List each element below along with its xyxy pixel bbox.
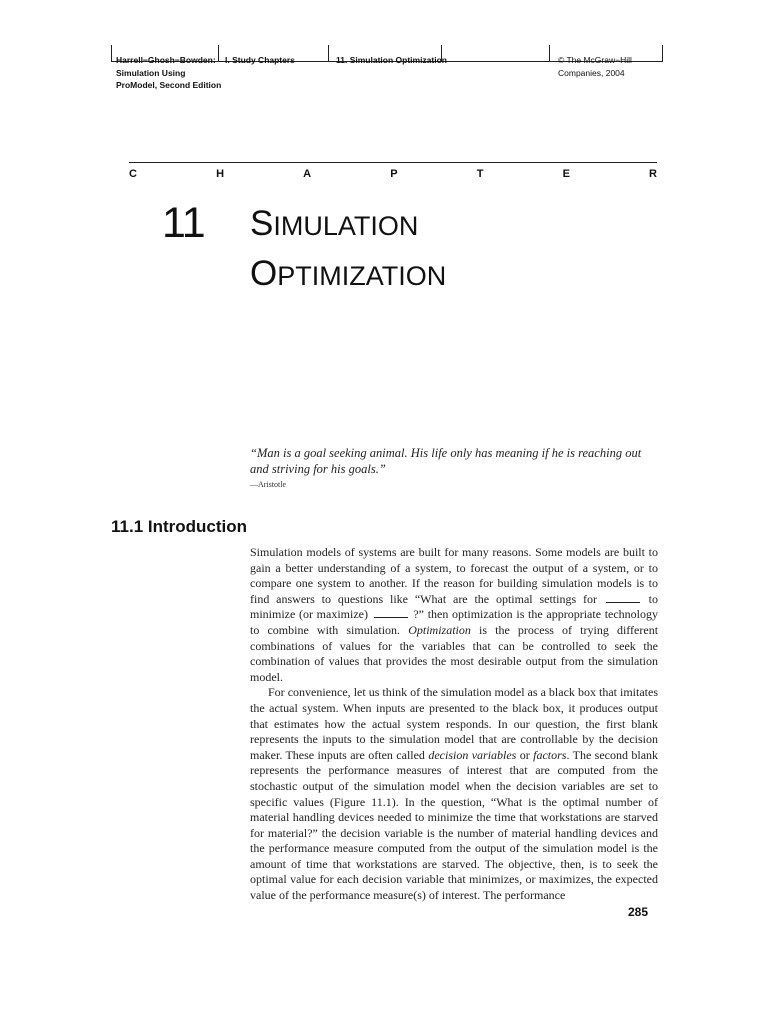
chapter-letter: H: [216, 168, 225, 180]
page-number: 285: [628, 905, 649, 919]
chapter-rule: [129, 162, 657, 163]
running-header: [111, 45, 663, 90]
paragraph: [250, 685, 658, 903]
text-run: to minimize (or maximize): [250, 591, 659, 622]
chapter-letter: A: [303, 168, 312, 180]
chapter-title-line: [250, 252, 446, 302]
header-authors-line: Simulation Using: [116, 67, 186, 78]
title-capital: O: [250, 254, 278, 293]
section-heading: 11.1 Introduction: [111, 517, 248, 536]
title-smallcaps: PTIMIZATION: [277, 261, 447, 291]
emphasis: decision variables: [428, 747, 517, 762]
paragraph: [250, 545, 658, 685]
title-capital: S: [250, 204, 274, 243]
emphasis: factors: [533, 747, 567, 762]
body-text: [250, 545, 658, 904]
text-run: For convenience, let us think of the simulation model as a black box that imitates the actual system. When inputs are presented to the black box, it produces output that estimates how the actual system responds. In our question, the first blank represents the inputs to the simulation model that are controllable by the decision maker. These inputs are often called: [250, 685, 658, 762]
text-run: ?” then optimization is the appropriate technology to combine with simulation.: [250, 607, 659, 637]
header-divider: [328, 45, 329, 61]
emphasis: Optimization: [408, 622, 471, 637]
header-authors: [116, 54, 221, 92]
header-divider: [549, 45, 550, 61]
text-run: Simulation models of systems are built for many reasons. Some models are built to gain a better understanding of a system, to forecast the output of a system, or to compare one system to another. If the reason for building simulation models is to find answers to questions like “What are the optimal settings for: [250, 545, 658, 606]
epigraph-attribution: —Aristotle: [250, 480, 286, 489]
fill-in-blank: [374, 608, 408, 618]
chapter-number: 11: [162, 199, 205, 247]
chapter-letter: R: [649, 168, 657, 180]
chapter-title: [250, 202, 446, 302]
header-authors-line: ProModel, Second Edition: [116, 80, 222, 90]
header-copyright-line: Companies, 2004: [558, 67, 625, 78]
header-chapter: 11. Simulation Optimization: [336, 55, 447, 65]
header-part: I. Study Chapters: [225, 55, 295, 65]
chapter-title-line: [250, 202, 446, 252]
chapter-letter: C: [129, 168, 137, 180]
fill-in-blank: [606, 593, 640, 603]
text-run: . The second blank represents the performance measures of interest that are computed from the stochastic output of the simulation model when the decision variables are set to specific values (Figure 11.1). In the question, “What is the optimal number of material handling devices needed to minimize the time that workstations are starved for material?” the decision variable is the number of material handling devices and the performance measure computed from the output of the simulation model is the amount of time that workstations are starved. The objective, then, is to seek the optimal value for each decision variable that minimizes, or maximizes, the expected value of the performance measure(s) of interest. The performance: [250, 747, 659, 903]
header-copyright: [558, 54, 632, 79]
epigraph-quote: “Man is a goal seeking animal. His life only has meaning if he is reaching out and striving for his goals.”: [250, 446, 642, 476]
title-smallcaps: IMULATION: [273, 211, 419, 241]
text-run: or: [519, 747, 530, 762]
chapter-letter: P: [390, 168, 398, 180]
header-copyright-line: © The McGraw−Hill: [558, 55, 632, 65]
chapter-letter: E: [562, 168, 570, 180]
header-authors-line: Harrell−Ghosh−Bowden:: [116, 55, 216, 65]
text-run: is the process of trying different combinations of values for the variables that can be controlled to seek the combination of values that provides the most desirable output from the simulation model.: [250, 622, 659, 684]
chapter-letter: T: [476, 168, 484, 180]
header-divider: [662, 45, 663, 61]
chapter-word: [129, 168, 657, 180]
header-divider: [111, 45, 112, 61]
